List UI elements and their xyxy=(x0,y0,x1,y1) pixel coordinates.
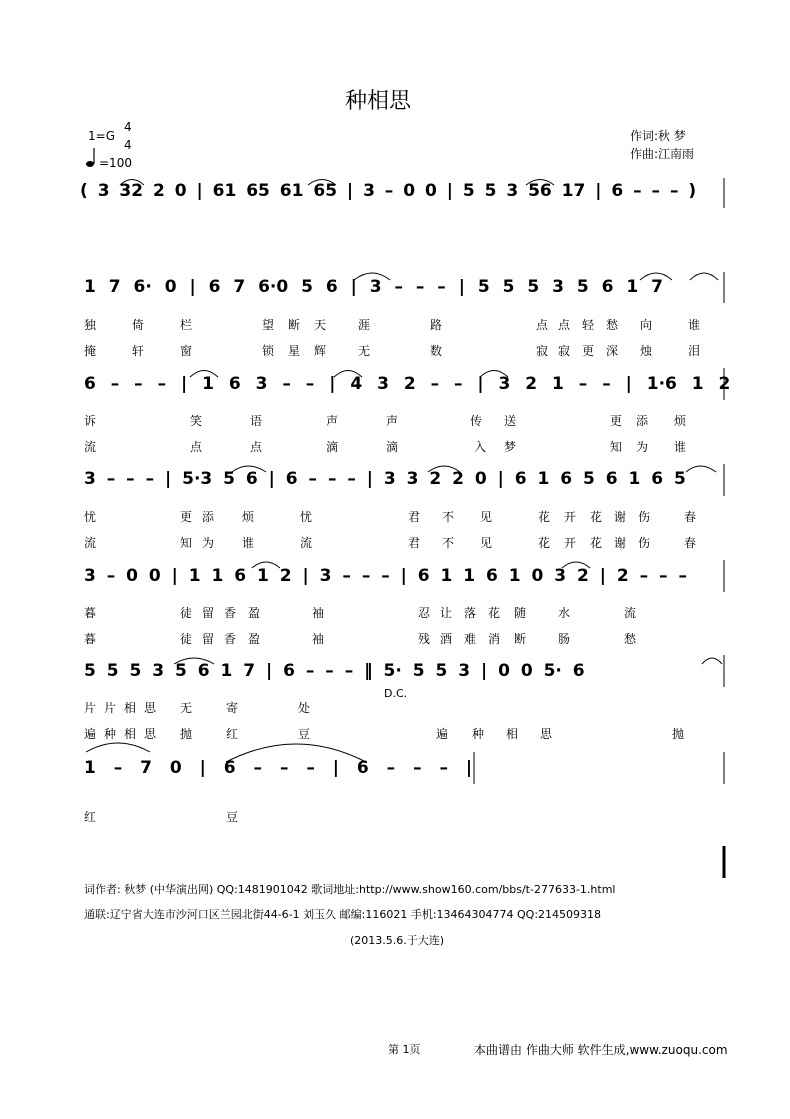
lyric-char: 知 xyxy=(610,440,623,454)
lyric-char: 深 xyxy=(606,344,619,358)
lyric-char: 花 xyxy=(538,536,551,550)
lyric-char: 徒 xyxy=(180,632,193,646)
lyric-char: 盈 xyxy=(248,606,261,620)
lyric-char: 相 xyxy=(506,727,519,741)
lyric-char: 思 xyxy=(144,701,157,715)
lyric-char: 水 xyxy=(558,606,571,620)
lyric-char: 愁 xyxy=(624,632,637,646)
lyric-char: 片 xyxy=(84,701,97,715)
lyric-char: 锁 xyxy=(262,344,275,358)
lyric-char: 遍 xyxy=(84,727,97,741)
lyric-char: 思 xyxy=(144,727,157,741)
lyric-char: 种 xyxy=(472,727,485,741)
lyric-char: 忍 xyxy=(418,606,431,620)
lyric-char: 滴 xyxy=(326,440,339,454)
lyric-char: 烦 xyxy=(242,510,255,524)
lyric-char: 春 xyxy=(684,510,697,524)
lyric-char: 袖 xyxy=(312,632,325,646)
lyric-char: 残 xyxy=(418,632,431,646)
lyric-char: 抛 xyxy=(672,727,685,741)
lyric-char: 知 xyxy=(180,536,193,550)
lyric-char: 传 xyxy=(470,414,483,428)
notation-line-1: 1 7 6· 0 | 6 7 6·0 5 6 | 3 – – – | 5 5 5 3 5 6 1 7 xyxy=(84,277,663,297)
page-number: 第 1页 xyxy=(388,1043,421,1056)
lyric-char: 抛 xyxy=(180,727,193,741)
lyric-char: 点 xyxy=(190,440,203,454)
lyric-char: 天 xyxy=(314,318,327,332)
lyric-char: 断 xyxy=(514,632,527,646)
lyric-char: 倚 xyxy=(132,318,145,332)
footer-contact-line: 通联:辽宁省大连市沙河口区兰园北街44-6-1 刘玉久 邮编:116021 手机:13464304774 QQ:214509318 xyxy=(84,908,602,921)
lyric-char: 流 xyxy=(624,606,637,620)
lyric-char: 更 xyxy=(582,344,595,358)
lyric-char: 独 xyxy=(84,318,97,332)
lyric-char: 寂 xyxy=(536,344,549,358)
lyric-char: 为 xyxy=(636,440,649,454)
lyric-char: 断 xyxy=(288,318,301,332)
lyric-char: 红 xyxy=(84,810,97,824)
lyric-char: 为 xyxy=(202,536,215,550)
lyric-char: 愁 xyxy=(606,318,619,332)
lyric-char: 谁 xyxy=(674,440,687,454)
intro-notation: ( 3 32 2 0 | 61 65 61 65 | 3 – 0 0 | 5 5 3 56 17 | 6 – – – ) xyxy=(80,181,697,201)
lyric-char: 见 xyxy=(480,510,493,524)
lyric-char: 消 xyxy=(488,632,501,646)
lyric-char: 留 xyxy=(202,632,215,646)
lyric-char: 路 xyxy=(430,318,443,332)
time-signature-top: 4 xyxy=(124,120,132,134)
lyric-char: 烦 xyxy=(674,414,687,428)
lyric-char: 谁 xyxy=(242,536,255,550)
lyric-char: 点 xyxy=(558,318,571,332)
lyric-char: 寂 xyxy=(558,344,571,358)
da-capo-mark: D.C. xyxy=(384,687,408,700)
lyric-char: 无 xyxy=(358,344,371,358)
lyric-char: 盈 xyxy=(248,632,261,646)
lyric-char: 流 xyxy=(84,440,97,454)
lyric-char: 星 xyxy=(288,344,301,358)
notation-line-3: 3 – – – | 5·3 5 6 | 6 – – – | 3 3 2 2 0 | 6 1 6 5 6 1 6 5 xyxy=(84,469,686,489)
lyric-char: 处 xyxy=(298,701,311,715)
lyric-char: 落 xyxy=(464,606,477,620)
lyric-char: 滴 xyxy=(386,440,399,454)
lyric-char: 暮 xyxy=(84,606,97,620)
lyric-char: 辉 xyxy=(314,344,327,358)
lyric-char: 声 xyxy=(326,414,339,428)
lyric-char: 思 xyxy=(540,727,553,741)
lyric-char: 伤 xyxy=(638,510,651,524)
lyric-char: 诉 xyxy=(84,414,97,428)
lyric-char: 向 xyxy=(640,318,653,332)
lyric-char: 送 xyxy=(504,414,517,428)
lyric-char: 豆 xyxy=(298,727,311,741)
time-signature-bottom: 4 xyxy=(124,138,132,152)
lyric-char: 遍 xyxy=(436,727,449,741)
lyricist-credit: 作词:秋 梦 xyxy=(630,129,686,143)
lyric-char: 不 xyxy=(442,536,455,550)
lyric-char: 更 xyxy=(610,414,623,428)
lyric-char: 声 xyxy=(386,414,399,428)
lyric-char: 随 xyxy=(514,606,527,620)
footer-date: (2013.5.6.于大连) xyxy=(350,934,445,947)
lyric-char: 不 xyxy=(442,510,455,524)
lyric-char: 无 xyxy=(180,701,193,715)
lyric-char: 轩 xyxy=(132,344,145,358)
lyric-char: 梦 xyxy=(504,440,517,454)
lyric-char: 春 xyxy=(684,536,697,550)
lyric-char: 添 xyxy=(202,510,215,524)
lyric-char: 花 xyxy=(590,536,603,550)
lyric-char: 寄 xyxy=(226,701,239,715)
lyric-char: 君 xyxy=(408,510,421,524)
lyric-char: 掩 xyxy=(84,344,97,358)
lyric-char: 点 xyxy=(250,440,263,454)
lyric-char: 窗 xyxy=(180,344,193,358)
lyric-char: 望 xyxy=(262,318,275,332)
lyric-char: 肠 xyxy=(558,632,571,646)
page-title: 种相思 xyxy=(345,89,412,114)
lyric-char: 数 xyxy=(430,344,443,358)
notation-line-5: 5 5 5 3 5 6 1 7 | 6 – – – ‖ 5· 5 5 3 | 0 0 5· 6 xyxy=(84,661,585,681)
lyric-char: 相 xyxy=(124,701,137,715)
lyric-char: 君 xyxy=(408,536,421,550)
key-signature: 1=G xyxy=(88,129,115,143)
lyric-char: 种 xyxy=(104,727,117,741)
footer-author-line: 词作者: 秋梦 (中华演出网) QQ:1481901042 歌词地址:http://www.show160.com/bbs/t-277633-1.html xyxy=(84,883,616,896)
lyric-char: 笑 xyxy=(190,414,203,428)
lyric-char: 豆 xyxy=(226,810,239,824)
notation-line-2: 6 – – – | 1 6 3 – – | 4 3 2 – – | 3 2 1 – – | 1·6 1 2 xyxy=(84,374,731,394)
lyric-char: 片 xyxy=(104,701,117,715)
lyric-char: 袖 xyxy=(312,606,325,620)
composer-credit: 作曲:江南雨 xyxy=(630,147,695,161)
lyric-char: 流 xyxy=(300,536,313,550)
lyric-char: 添 xyxy=(636,414,649,428)
lyric-char: 让 xyxy=(440,606,453,620)
lyric-char: 暮 xyxy=(84,632,97,646)
tempo-marking: =100 xyxy=(99,156,132,170)
lyric-char: 烛 xyxy=(640,344,653,358)
lyric-char: 涯 xyxy=(358,318,371,332)
lyric-char: 花 xyxy=(538,510,551,524)
lyric-char: 难 xyxy=(464,632,477,646)
lyric-char: 谁 xyxy=(688,318,701,332)
lyric-char: 见 xyxy=(480,536,493,550)
lyric-char: 谢 xyxy=(614,510,627,524)
notation-line-6: 1 – 7 0 | 6 – – – | 6 – – – | xyxy=(84,758,473,778)
lyric-char: 语 xyxy=(250,414,263,428)
lyric-char: 香 xyxy=(224,606,237,620)
lyric-char: 流 xyxy=(84,536,97,550)
lyric-char: 相 xyxy=(124,727,137,741)
lyric-char: 酒 xyxy=(440,632,453,646)
generator-credit: 本曲谱由 作曲大师 软件生成,www.zuoqu.com xyxy=(474,1043,728,1057)
lyric-char: 伤 xyxy=(638,536,651,550)
lyric-char: 泪 xyxy=(688,344,701,358)
lyric-char: 徒 xyxy=(180,606,193,620)
lyric-char: 点 xyxy=(536,318,549,332)
lyric-char: 入 xyxy=(474,440,487,454)
lyric-char: 更 xyxy=(180,510,193,524)
lyric-char: 栏 xyxy=(180,318,193,332)
lyric-char: 开 xyxy=(564,536,577,550)
lyric-char: 留 xyxy=(202,606,215,620)
lyric-char: 花 xyxy=(488,606,501,620)
lyric-char: 开 xyxy=(564,510,577,524)
lyric-char: 谢 xyxy=(614,536,627,550)
lyric-char: 忧 xyxy=(84,510,97,524)
lyric-char: 红 xyxy=(226,727,239,741)
lyric-char: 香 xyxy=(224,632,237,646)
notation-line-4: 3 – 0 0 | 1 1 6 1 2 | 3 – – – | 6 1 1 6 1 0 3 2 | 2 – – – xyxy=(84,566,687,586)
lyric-char: 轻 xyxy=(582,318,595,332)
lyric-char: 花 xyxy=(590,510,603,524)
lyric-char: 忧 xyxy=(300,510,313,524)
